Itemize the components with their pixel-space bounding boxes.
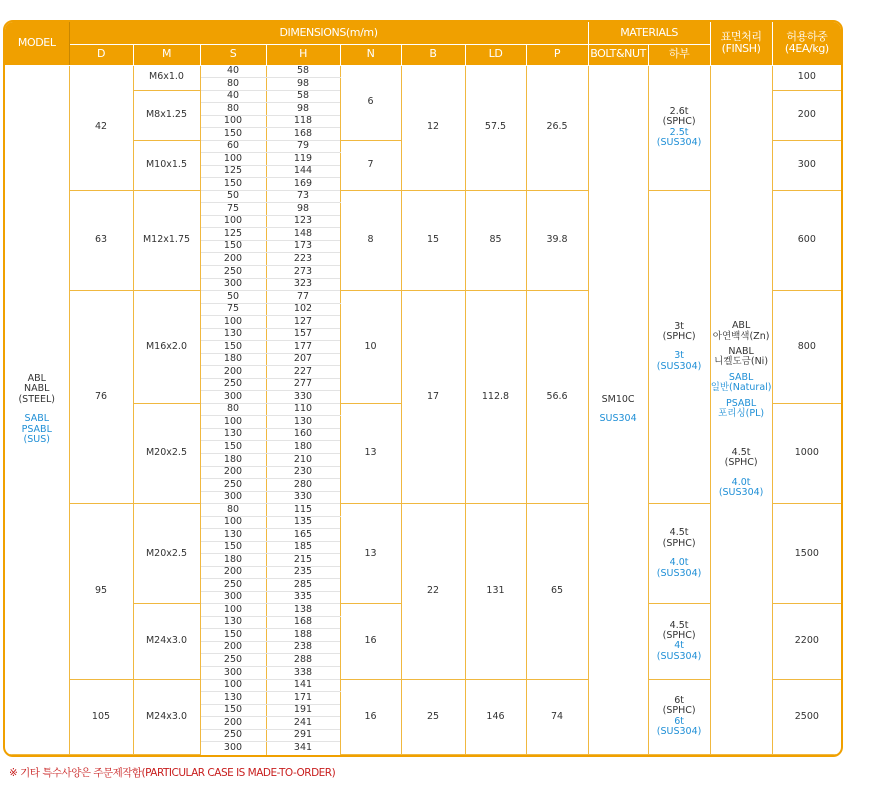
- m-value: M6x1.0: [133, 65, 200, 90]
- header-s: S: [200, 44, 266, 65]
- h-value: 118: [266, 115, 340, 128]
- h-value: 341: [266, 742, 340, 755]
- finish-nabl: NABL: [728, 346, 754, 357]
- b-value: 22: [401, 504, 465, 679]
- h-value: 148: [266, 228, 340, 241]
- s-value: 150: [200, 240, 266, 253]
- ld-value: 85: [465, 190, 526, 290]
- model-steel-label: (STEEL): [18, 393, 56, 405]
- s-value: 300: [200, 391, 266, 404]
- s-value: 150: [200, 441, 266, 454]
- s-value: 300: [200, 742, 266, 755]
- n-value: 10: [340, 291, 401, 404]
- s-value: 100: [200, 516, 266, 529]
- header-n: N: [340, 44, 401, 65]
- s-value: 100: [200, 679, 266, 692]
- b-value: 25: [401, 679, 465, 754]
- h-value: 291: [266, 729, 340, 742]
- s-value: 75: [200, 203, 266, 216]
- header-load-ko: 허용하중: [786, 30, 828, 44]
- base-sus-note: (SUS304): [656, 360, 702, 372]
- model-cell: [5, 65, 69, 755]
- h-value: 135: [266, 516, 340, 529]
- n-value: 6: [340, 65, 401, 140]
- load-value: 800: [772, 291, 841, 404]
- h-value: 238: [266, 641, 340, 654]
- header-b: B: [401, 44, 465, 65]
- h-value: 168: [266, 616, 340, 629]
- finish-abl-desc: 아연백색(Zn): [712, 330, 770, 342]
- s-value: 80: [200, 504, 266, 517]
- load-value: 600: [772, 190, 841, 290]
- h-value: 79: [266, 140, 340, 153]
- h-value: 58: [266, 90, 340, 103]
- s-value: 100: [200, 604, 266, 617]
- h-value: 130: [266, 416, 340, 429]
- h-value: 280: [266, 479, 340, 492]
- h-value: 141: [266, 679, 340, 692]
- s-value: 200: [200, 253, 266, 266]
- base-steel-note: (SPHC): [662, 116, 696, 128]
- base-sus-note: (SUS304): [656, 726, 702, 738]
- d-value: 42: [69, 65, 133, 190]
- base-cell: [648, 679, 710, 754]
- m-value: M24x3.0: [133, 604, 200, 679]
- finish-cell: [710, 65, 772, 755]
- h-value: 98: [266, 103, 340, 116]
- s-value: 250: [200, 729, 266, 742]
- base-steel: 4.5t: [669, 619, 689, 631]
- h-value: 165: [266, 529, 340, 542]
- h-value: 215: [266, 554, 340, 567]
- m-value: M8x1.25: [133, 90, 200, 140]
- base-steel: 6t: [674, 694, 684, 706]
- base-steel: 4.5t: [669, 527, 689, 539]
- model-sus-label: (SUS): [23, 434, 50, 446]
- model-sus-psabl: PSABL: [21, 423, 52, 435]
- n-value: 13: [340, 504, 401, 604]
- h-value: 102: [266, 303, 340, 316]
- h-value: 73: [266, 190, 340, 203]
- m-value: M10x1.5: [133, 140, 200, 190]
- header-finish-ko: 표면처리: [720, 30, 762, 44]
- s-value: 50: [200, 291, 266, 304]
- s-value: 80: [200, 103, 266, 116]
- s-value: 125: [200, 165, 266, 178]
- base-cell: [648, 504, 710, 604]
- b-value: 15: [401, 190, 465, 290]
- m-value: M16x2.0: [133, 291, 200, 404]
- s-value: 40: [200, 90, 266, 103]
- base-sus: 3t: [674, 350, 684, 362]
- s-value: 80: [200, 403, 266, 416]
- ld-value: 112.8: [465, 291, 526, 504]
- h-value: 273: [266, 266, 340, 279]
- bolt-sus: SUS304: [599, 413, 637, 425]
- h-value: 227: [266, 366, 340, 379]
- s-value: 75: [200, 303, 266, 316]
- model-sus-sabl: SABL: [24, 413, 49, 425]
- s-value: 300: [200, 491, 266, 504]
- finish-psabl-desc: 포리싱(PL): [718, 408, 765, 420]
- h-value: 98: [266, 203, 340, 216]
- header-ld: LD: [465, 44, 526, 65]
- finish-sabl: SABL: [728, 371, 754, 383]
- header-p: P: [526, 44, 588, 65]
- load-value: 300: [772, 140, 841, 190]
- h-value: 288: [266, 654, 340, 667]
- s-value: 250: [200, 654, 266, 667]
- p-value: 39.8: [526, 190, 588, 290]
- ld-value: 57.5: [465, 65, 526, 190]
- s-value: 200: [200, 717, 266, 730]
- spec-table-body: [5, 65, 841, 755]
- header-materials: MATERIALS: [588, 22, 710, 44]
- s-value: 200: [200, 466, 266, 479]
- finish-base-steel-note: (SPHC): [724, 457, 758, 469]
- s-value: 300: [200, 278, 266, 291]
- bolt-steel: SM10C: [601, 393, 635, 405]
- p-value: 56.6: [526, 291, 588, 504]
- b-value: 12: [401, 65, 465, 190]
- h-value: 223: [266, 253, 340, 266]
- h-value: 338: [266, 667, 340, 680]
- h-value: 277: [266, 378, 340, 391]
- finish-base-steel: 4.5t: [731, 446, 751, 458]
- h-value: 144: [266, 165, 340, 178]
- s-value: 150: [200, 341, 266, 354]
- finish-nabl-desc: 니켈도금(Ni): [714, 356, 769, 368]
- h-value: 119: [266, 153, 340, 166]
- d-value: 105: [69, 679, 133, 754]
- n-value: 16: [340, 679, 401, 754]
- h-value: 210: [266, 453, 340, 466]
- header-d: D: [69, 44, 133, 65]
- p-value: 65: [526, 504, 588, 679]
- spec-table-frame: [3, 20, 843, 757]
- m-value: M12x1.75: [133, 190, 200, 290]
- d-value: 63: [69, 190, 133, 290]
- n-value: 16: [340, 604, 401, 679]
- load-value: 2200: [772, 604, 841, 679]
- h-value: 330: [266, 491, 340, 504]
- s-value: 100: [200, 316, 266, 329]
- load-value: 2500: [772, 679, 841, 754]
- header-base: 하부: [648, 44, 710, 65]
- h-value: 188: [266, 629, 340, 642]
- h-value: 230: [266, 466, 340, 479]
- s-value: 100: [200, 416, 266, 429]
- s-value: 150: [200, 541, 266, 554]
- d-value: 76: [69, 291, 133, 504]
- s-value: 200: [200, 566, 266, 579]
- base-sus: 4.0t: [669, 557, 689, 569]
- finish-base-sus-note: (SUS304): [718, 486, 764, 498]
- s-value: 100: [200, 153, 266, 166]
- base-steel-note: (SPHC): [662, 537, 696, 549]
- s-value: 300: [200, 667, 266, 680]
- s-value: 130: [200, 616, 266, 629]
- base-sus: 2.5t: [669, 126, 689, 138]
- base-sus-note: (SUS304): [656, 567, 702, 579]
- header-m: M: [133, 44, 200, 65]
- model-steel-abl: ABL: [27, 372, 46, 384]
- s-value: 40: [200, 65, 266, 78]
- s-value: 130: [200, 692, 266, 705]
- base-steel: 3t: [674, 320, 684, 332]
- s-value: 250: [200, 378, 266, 391]
- base-steel-note: (SPHC): [662, 331, 696, 343]
- h-value: 168: [266, 128, 340, 141]
- s-value: 150: [200, 178, 266, 191]
- spec-table: [5, 22, 841, 755]
- load-value: 100: [772, 65, 841, 90]
- ld-value: 146: [465, 679, 526, 754]
- header-h: H: [266, 44, 340, 65]
- s-value: 150: [200, 704, 266, 717]
- finish-base-sus: 4.0t: [731, 476, 751, 488]
- base-cell: [648, 190, 710, 503]
- m-value: M24x3.0: [133, 679, 200, 754]
- h-value: 185: [266, 541, 340, 554]
- s-value: 180: [200, 353, 266, 366]
- h-value: 123: [266, 215, 340, 228]
- s-value: 150: [200, 629, 266, 642]
- h-value: 58: [266, 65, 340, 78]
- s-value: 250: [200, 579, 266, 592]
- header-load: [772, 22, 841, 65]
- s-value: 300: [200, 591, 266, 604]
- s-value: 130: [200, 529, 266, 542]
- h-value: 138: [266, 604, 340, 617]
- bolt-nut-cell: [588, 65, 648, 755]
- base-sus: 4t: [674, 640, 684, 652]
- s-value: 60: [200, 140, 266, 153]
- h-value: 98: [266, 78, 340, 91]
- h-value: 235: [266, 566, 340, 579]
- s-value: 100: [200, 115, 266, 128]
- base-cell: [648, 65, 710, 190]
- h-value: 180: [266, 441, 340, 454]
- header-dimensions: DIMENSIONS(m/m): [69, 22, 588, 44]
- footnote: ※ 기타 특수사양은 주문제작함(PARTICULAR CASE IS MADE-TO-ORDER): [9, 767, 336, 779]
- s-value: 80: [200, 78, 266, 91]
- h-value: 77: [266, 291, 340, 304]
- base-sus-note: (SUS304): [656, 137, 702, 149]
- base-cell: [648, 604, 710, 679]
- h-value: 191: [266, 704, 340, 717]
- b-value: 17: [401, 291, 465, 504]
- h-value: 169: [266, 178, 340, 191]
- p-value: 26.5: [526, 65, 588, 190]
- s-value: 150: [200, 128, 266, 141]
- base-steel-note: (SPHC): [662, 630, 696, 641]
- header-bolt-nut: BOLT&NUT: [588, 44, 648, 65]
- m-value: M20x2.5: [133, 504, 200, 604]
- s-value: 130: [200, 428, 266, 441]
- load-value: 1000: [772, 403, 841, 503]
- header-model: MODEL: [5, 22, 69, 65]
- n-value: 8: [340, 190, 401, 290]
- h-value: 127: [266, 316, 340, 329]
- s-value: 180: [200, 554, 266, 567]
- n-value: 7: [340, 140, 401, 190]
- s-value: 130: [200, 328, 266, 341]
- s-value: 125: [200, 228, 266, 241]
- h-value: 115: [266, 504, 340, 517]
- header-finish: [710, 22, 772, 65]
- h-value: 285: [266, 579, 340, 592]
- h-value: 330: [266, 391, 340, 404]
- s-value: 200: [200, 366, 266, 379]
- base-sus: 6t: [674, 715, 684, 727]
- h-value: 110: [266, 403, 340, 416]
- header-load-unit: (4EA/kg): [784, 42, 829, 56]
- finish-sabl-desc: 일반(Natural): [710, 382, 772, 394]
- m-value: M20x2.5: [133, 403, 200, 503]
- finish-psabl: PSABL: [725, 397, 757, 409]
- base-steel-note: (SPHC): [662, 705, 696, 717]
- h-value: 323: [266, 278, 340, 291]
- d-value: 95: [69, 504, 133, 679]
- base-steel: 2.6t: [669, 105, 689, 117]
- h-value: 160: [266, 428, 340, 441]
- s-value: 180: [200, 453, 266, 466]
- h-value: 173: [266, 240, 340, 253]
- load-value: 200: [772, 90, 841, 140]
- h-value: 207: [266, 353, 340, 366]
- h-value: 335: [266, 591, 340, 604]
- h-value: 171: [266, 692, 340, 705]
- base-sus-note: (SUS304): [656, 650, 702, 662]
- s-value: 250: [200, 479, 266, 492]
- h-value: 157: [266, 328, 340, 341]
- ld-value: 131: [465, 504, 526, 679]
- finish-abl: ABL: [731, 320, 751, 332]
- header-finish-en: (FINSH): [721, 42, 761, 56]
- h-value: 177: [266, 341, 340, 354]
- p-value: 74: [526, 679, 588, 754]
- spacer: [711, 420, 772, 448]
- s-value: 200: [200, 641, 266, 654]
- model-steel-nabl: NABL: [24, 383, 50, 395]
- n-value: 13: [340, 403, 401, 503]
- load-value: 1500: [772, 504, 841, 604]
- s-value: 50: [200, 190, 266, 203]
- h-value: 241: [266, 717, 340, 730]
- s-value: 100: [200, 215, 266, 228]
- s-value: 250: [200, 266, 266, 279]
